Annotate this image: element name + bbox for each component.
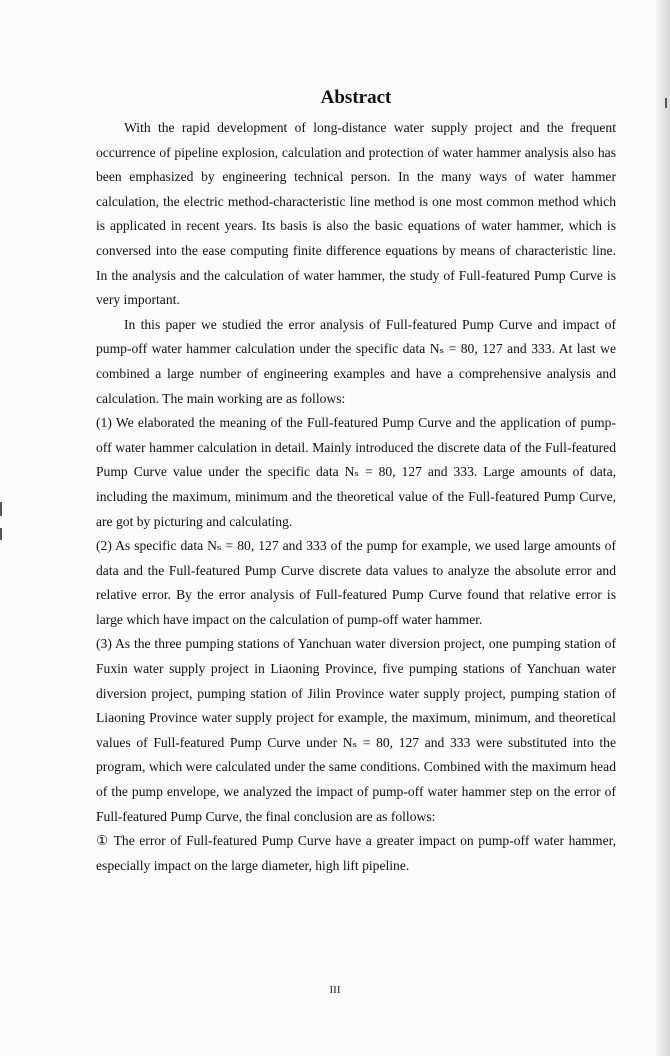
- abstract-paragraph-2: In this paper we studied the error analysis of Full-featured Pump Curve and impact of pump-off water hammer calculation under the specific data Nₛ = 80, 127 and 333. At last we combined a large number of engineering examples and have a comprehensive analysis and calculation. The main working are as follows:: [96, 316, 616, 406]
- page-number: III: [329, 984, 341, 996]
- scan-mark: [0, 528, 2, 540]
- abstract-item-1: (1) We elaborated the meaning of the Full-featured Pump Curve and the application of pump-off water hammer calculation in detail. Mainly introduced the discrete data of the Full-featured Pump Curve value under the specific data Nₛ = 80, 127 and 333. Large amounts of data, including the maximum, minimum and the theoretical value of the Full-featured Pump Curve, are got by picturing and calculating.: [96, 415, 616, 529]
- abstract-paragraph-1: With the rapid development of long-distance water supply project and the frequent occurrence of pipeline explosion, calculation and protection of water hammer analysis also has been emphasized by engineering technical person. In the many ways of water hammer calculation, the electric method-characteristic line method is one most common method which is applicated in recent years. Its basis is also the basic equations of water hammer, which is conversed into the ease computing finite difference equations by means of characteristic line. In the analysis and the calculation of water hammer, the study of Full-featured Pump Curve is very important.: [96, 120, 616, 308]
- scan-mark: [0, 502, 2, 516]
- page-edge-shadow: [656, 0, 670, 1056]
- abstract-title: Abstract: [320, 87, 392, 108]
- abstract-item-3: (3) As the three pumping stations of Yanchuan water diversion project, one pumping station of Fuxin water supply project in Liaoning Province, five pumping stations of Yanchuan water diversion project, pumping station of Jilin Province water supply project, pumping station of Liaoning Province water supply project for example, the maximum, minimum, and theoretical values of Full-featured Pump Curve under Nₛ = 80, 127 and 333 were substituted into the program, which were calculated under the same conditions. Combined with the maximum head of the pump envelope, we analyzed the impact of pump-off water hammer step on the error of Full-featured Pump Curve, the final conclusion are as follows:: [96, 636, 616, 824]
- scan-mark: [665, 98, 667, 108]
- abstract-item-2: (2) As specific data Nₛ = 80, 127 and 333 of the pump for example, we used large amounts of data and the Full-featured Pump Curve discrete data values to analyze the absolute error and relative error. By the error analysis of Full-featured Pump Curve found that relative error is large which have impact on the calculation of pump-off water hammer.: [96, 538, 616, 627]
- abstract-body: [96, 86, 616, 878]
- abstract-conclusion-1: ① The error of Full-featured Pump Curve have a greater impact on pump-off water hammer, especially impact on the large diameter, high lift pipeline.: [96, 833, 616, 873]
